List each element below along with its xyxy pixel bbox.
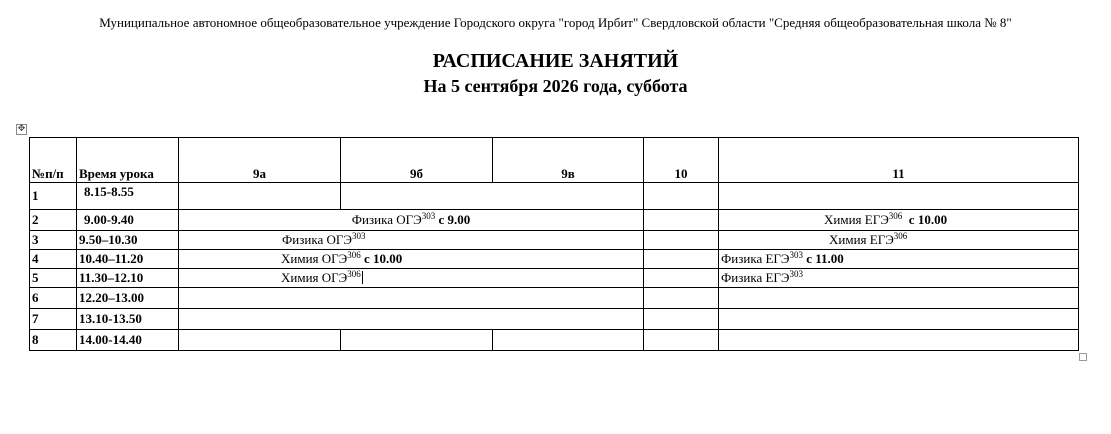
table-row — [30, 250, 1079, 269]
table-row — [30, 288, 1079, 309]
cell-10[interactable] — [644, 330, 719, 351]
cell-grade9-merged[interactable] — [179, 231, 644, 250]
cell-10[interactable] — [644, 231, 719, 250]
room-number: 306 — [347, 250, 361, 260]
cell-10[interactable] — [644, 183, 719, 210]
cell-10[interactable] — [644, 210, 719, 231]
organization-name: Муниципальное автономное общеобразовательное учреждение Городского округа "город Ирбит" Свердловской области "Средняя общеобразовательная школа № 8" — [99, 15, 1012, 30]
lesson-number: 2 — [30, 210, 77, 231]
lesson-time: 14.00-14.40 — [77, 330, 179, 351]
subject-name: Химия ОГЭ — [281, 251, 348, 266]
cell-9v[interactable] — [493, 330, 644, 351]
table-header-row — [30, 138, 1079, 183]
lesson-number: 4 — [30, 250, 77, 269]
lesson-time: 11.30–12.10 — [77, 269, 179, 288]
table-row — [30, 210, 1079, 231]
lesson-number: 3 — [30, 231, 77, 250]
cell-10[interactable] — [644, 288, 719, 309]
start-time: с 9.00 — [435, 212, 471, 227]
subject-name: Физика ОГЭ — [351, 212, 422, 227]
cell-9a[interactable] — [179, 183, 341, 210]
start-time: с 10.00 — [902, 212, 948, 227]
schedule-table — [29, 137, 1079, 351]
table-row — [30, 309, 1079, 330]
header-class-10: 10 — [644, 138, 719, 183]
lesson-time: 9.00-9.40 — [77, 210, 179, 231]
subject-name: Физика ОГЭ — [282, 232, 352, 247]
room-number: 306 — [888, 211, 903, 221]
lesson-time: 9.50–10.30 — [77, 231, 179, 250]
cell-10[interactable] — [644, 250, 719, 269]
cell-11[interactable] — [719, 183, 1079, 210]
lesson-number: 1 — [30, 183, 77, 210]
text-cursor — [362, 271, 363, 284]
lesson-number: 8 — [30, 330, 77, 351]
cell-11[interactable] — [719, 269, 1079, 288]
lesson-number: 6 — [30, 288, 77, 309]
cell-grade9-merged[interactable] — [179, 288, 644, 309]
room-number: 303 — [789, 250, 803, 260]
table-row — [30, 269, 1079, 288]
cell-9b[interactable] — [341, 330, 493, 351]
room-number: 303 — [421, 211, 436, 221]
table-resize-handle-icon[interactable] — [1079, 353, 1087, 361]
cell-10[interactable] — [644, 309, 719, 330]
lesson-time: 13.10-13.50 — [77, 309, 179, 330]
cell-grade9-merged[interactable] — [179, 250, 644, 269]
subject-name: Химия ОГЭ — [281, 270, 348, 285]
table-row — [30, 231, 1079, 250]
subject-name: Химия ЕГЭ — [824, 212, 889, 227]
page-subtitle: На 5 сентября 2026 года, суббота — [423, 76, 688, 96]
room-number: 306 — [347, 269, 361, 279]
start-time: с 11.00 — [803, 251, 844, 266]
room-number: 303 — [789, 269, 803, 279]
lesson-number: 5 — [30, 269, 77, 288]
cell-11[interactable] — [719, 288, 1079, 309]
table-row — [30, 183, 1079, 210]
cell-11[interactable] — [719, 309, 1079, 330]
lesson-time: 10.40–11.20 — [77, 250, 179, 269]
subject-name: Физика ЕГЭ — [721, 270, 790, 285]
cell-11[interactable] — [719, 231, 1079, 250]
cell-9a[interactable] — [179, 330, 341, 351]
page-title: РАСПИСАНИЕ ЗАНЯТИЙ — [432, 50, 679, 72]
cell-grade9-merged[interactable] — [179, 309, 644, 330]
header-time: Время урока — [77, 138, 179, 183]
lesson-time: 8.15-8.55 — [77, 183, 179, 210]
subject-name: Физика ЕГЭ — [721, 251, 790, 266]
start-time: с 10.00 — [360, 251, 403, 266]
cell-10[interactable] — [644, 269, 719, 288]
room-number: 303 — [351, 231, 366, 241]
cell-11[interactable] — [719, 210, 1079, 231]
header-class-11: 11 — [719, 138, 1079, 183]
lesson-time: 12.20–13.00 — [77, 288, 179, 309]
subject-name: Химия ЕГЭ — [829, 232, 894, 247]
lesson-number: 7 — [30, 309, 77, 330]
cell-grade9-merged[interactable] — [179, 269, 644, 288]
table-row — [30, 330, 1079, 351]
room-number: 306 — [893, 231, 908, 241]
header-class-9v: 9в — [493, 138, 644, 183]
table-move-handle-icon[interactable]: ✥ — [17, 124, 26, 134]
cell-11[interactable] — [719, 250, 1079, 269]
header-num: №п/п — [30, 138, 77, 183]
header-class-9a: 9а — [179, 138, 341, 183]
cell-grade9-merged[interactable] — [179, 210, 644, 231]
cell-9b-9v[interactable] — [341, 183, 644, 210]
cell-11[interactable] — [719, 330, 1079, 351]
header-class-9b: 9б — [341, 138, 493, 183]
